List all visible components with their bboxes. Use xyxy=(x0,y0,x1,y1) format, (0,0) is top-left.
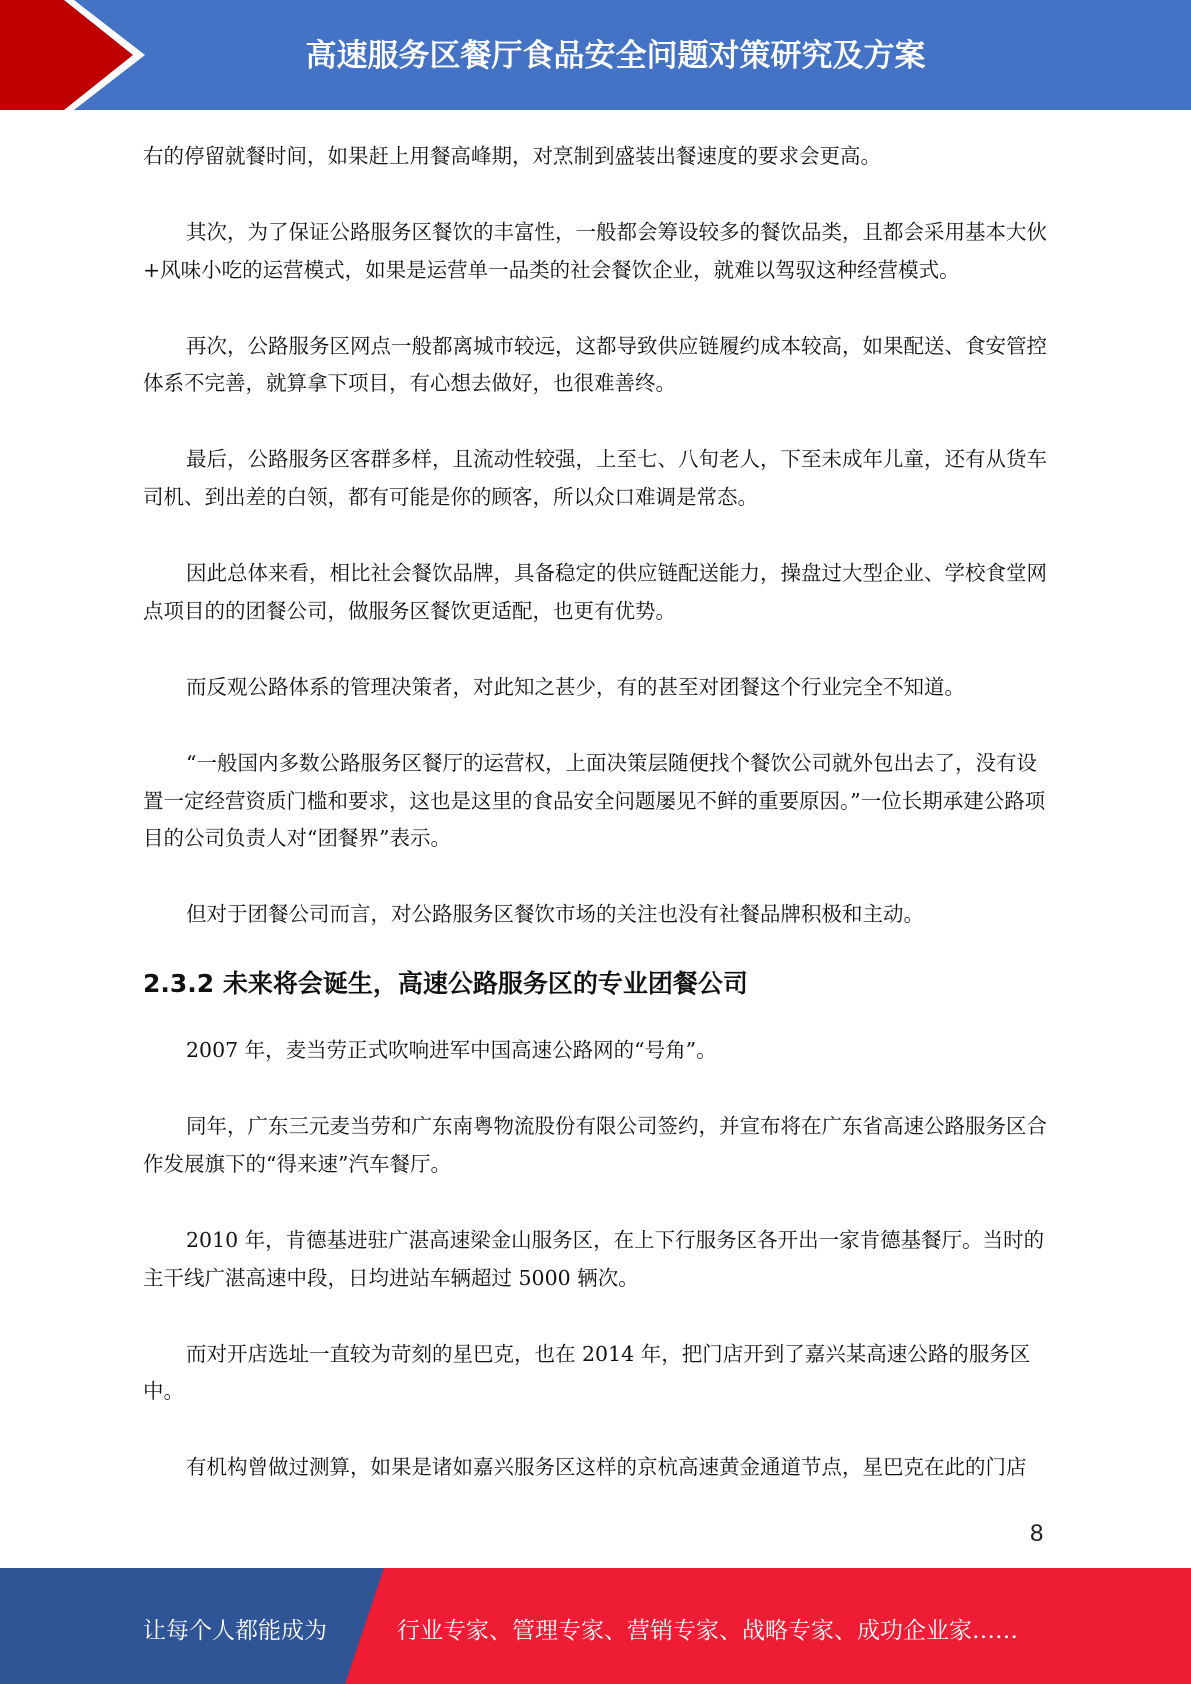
section-heading: 2.3.2 未来将会诞生，高速公路服务区的专业团餐公司 xyxy=(143,969,748,999)
paragraph: 右的停留就餐时间，如果赶上用餐高峰期，对烹制到盛装出餐速度的要求会更高。 xyxy=(143,144,881,168)
page-number: 8 xyxy=(1030,1520,1044,1547)
paragraph: 有机构曾做过测算，如果是诸如嘉兴服务区这样的京杭高速黄金通道节点，星巴克在此的门店 xyxy=(186,1455,1027,1480)
paragraph: 其次，为了保证公路服务区餐饮的丰富性，一般都会筹设较多的餐饮品类，且都会采用基本大伙+风味小吃的运营模式，如果是运营单一品类的社会餐饮企业，就难以驾驭这种经营模式。 xyxy=(143,220,1047,282)
paragraph: 但对于团餐公司而言，对公路服务区餐饮市场的关注也没有社餐品牌积极和主动。 xyxy=(186,902,924,927)
paragraph: 2007 年，麦当劳正式吹响进军中国高速公路网的“号角”。 xyxy=(186,1038,717,1063)
footer-slogan-left: 让每个人都能成为 xyxy=(143,1618,327,1644)
paragraph: 因此总体来看，相比社会餐饮品牌，具备稳定的供应链配送能力，操盘过大型企业、学校食堂网点项目的的团餐公司，做服务区餐饮更适配，也更有优势。 xyxy=(143,561,1047,623)
paragraph: “一般国内多数公路服务区餐厅的运营权，上面决策层随便找个餐饮公司就外包出去了，没有设置一定经营资质门槛和要求，这也是这里的食品安全问题屡见不鲜的重要原因。”一位长期承建公路项目的公司负责人对“团餐界”表示。 xyxy=(143,750,1046,851)
footer-slogan-right: 行业专家、管理专家、营销专家、战略专家、成功企业家…… xyxy=(397,1618,1018,1644)
paragraph: 而反观公路体系的管理决策者，对此知之甚少，有的甚至对团餐这个行业完全不知道。 xyxy=(186,674,965,699)
paragraph: 再次，公路服务区网点一般都离城市较远，这都导致供应链履约成本较高，如果配送、食安管控体系不完善，就算拿下项目，有心想去做好，也很难善终。 xyxy=(143,333,1047,396)
paragraph: 而对开店选址一直较为苛刻的星巴克，也在 2014 年，把门店开到了嘉兴某高速公路的服务区中。 xyxy=(143,1341,1031,1404)
paragraph: 同年，广东三元麦当劳和广东南粤物流股份有限公司签约，并宣布将在广东省高速公路服务区合作发展旗下的“得来速”汽车餐厅。 xyxy=(143,1114,1047,1176)
paragraph: 2010 年，肯德基进驻广湛高速梁金山服务区，在上下行服务区各开出一家肯德基餐厅。当时的主干线广湛高速中段，日均进站车辆超过 5000 辆次。 xyxy=(143,1228,1045,1290)
page-header-banner xyxy=(0,0,1191,110)
paragraph: 最后，公路服务区客群多样，且流动性较强，上至七、八旬老人，下至未成年儿童，还有从货车司机、到出差的白领，都有可能是你的顾客，所以众口难调是常态。 xyxy=(143,447,1047,510)
document-body xyxy=(143,138,1048,1526)
document-title: 高速服务区餐厅食品安全问题对策研究及方案 xyxy=(305,38,926,74)
